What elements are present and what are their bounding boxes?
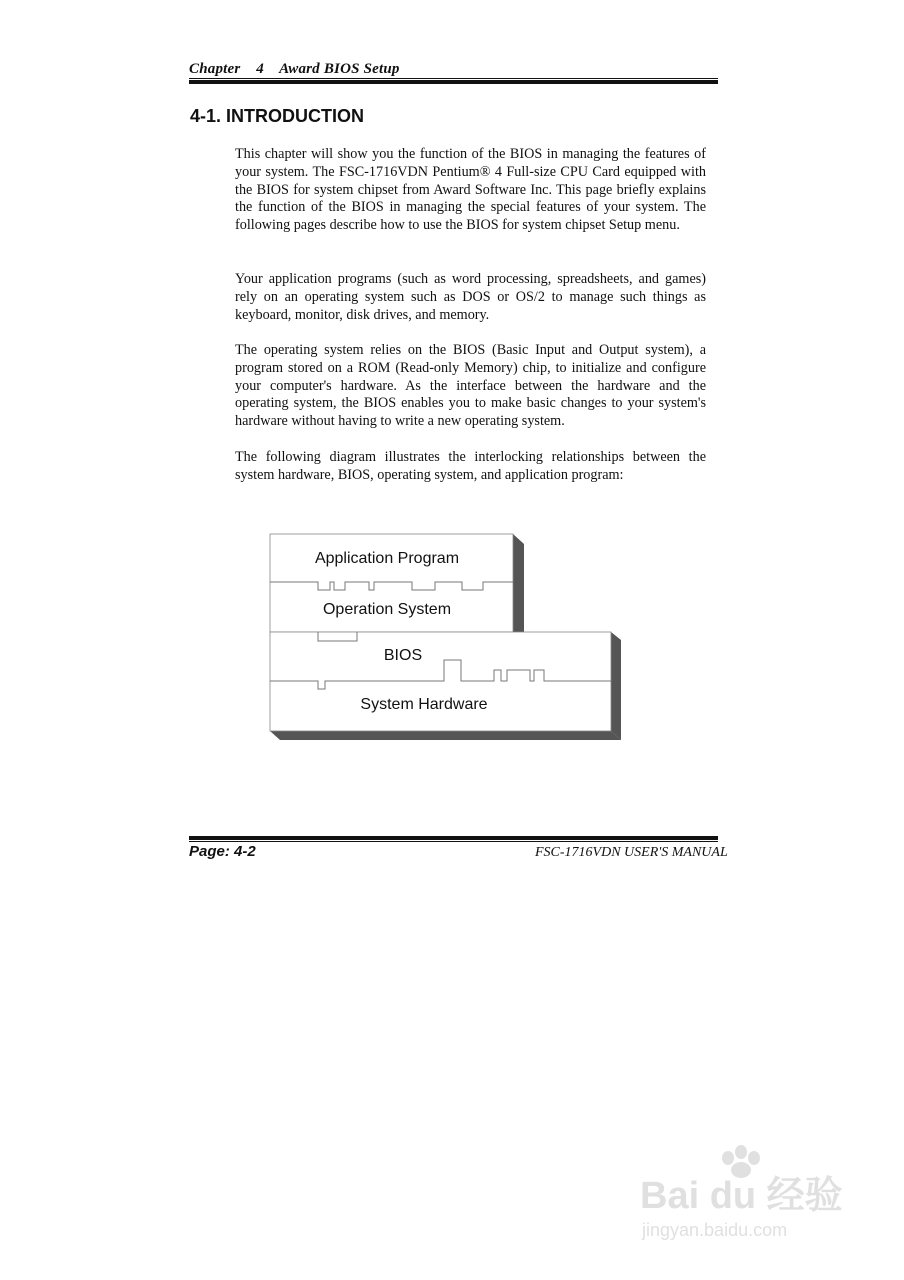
paw-icon [722,1145,760,1178]
applications-paragraph: Your application programs (such as word processing, spreadsheets, and games) rely on an operating system such as DOS or OS/2 to manage such things as keyboard, monitor, disk drives, and memory. [235,271,706,323]
operation-system-label: Operation System [322,601,452,618]
bios-label: BIOS [383,647,423,664]
chapter-header: Chapter 4 Award BIOS Setup [189,61,400,77]
system-hardware-label: System Hardware [360,696,488,713]
watermark-brand: Bai du 经验 [640,1175,843,1217]
footer-rule-thick [189,836,718,840]
watermark-url: jingyan.baidu.com [642,1220,788,1240]
lower-box-shadow-bottom [270,731,621,740]
baidu-watermark [640,1140,870,1250]
upper-box-shadow [513,534,524,638]
bios-layer-diagram [262,528,632,748]
intro-paragraph: This chapter will show you the function of the BIOS in managing the features of your system. The FSC-1716VDN Pentium® 4 Full-size CPU Card equipped with the BIOS for system chipset from Award Software Inc. This page briefly explains the function of the BIOS in managing the special features of your system. The following pages describe how to use the BIOS for system chipset Setup menu. [235,146,706,234]
header-rule-thick [189,80,718,84]
application-program-label: Application Program [314,550,460,567]
section-heading: 4-1. INTRODUCTION [190,106,365,126]
diagram-intro-paragraph: The following diagram illustrates the interlocking relationships between the system hardware, BIOS, operating system, and application program: [235,449,706,483]
bios-paragraph: The operating system relies on the BIOS (Basic Input and Output system), a program stored on a ROM (Read-only Memory) chip, to initialize and configure your computer's hardware. As the interface between the hardware and the operating system, the BIOS enables you to make basic changes to your system's hardware without having to write a new operating system. [235,342,706,430]
page-number: Page: 4-2 [189,843,256,860]
header-rule-thin [189,78,718,79]
footer-rule-thin [189,841,718,842]
lower-box-shadow-side [611,632,621,740]
manual-title: FSC-1716VDN USER'S MANUAL [535,845,728,860]
